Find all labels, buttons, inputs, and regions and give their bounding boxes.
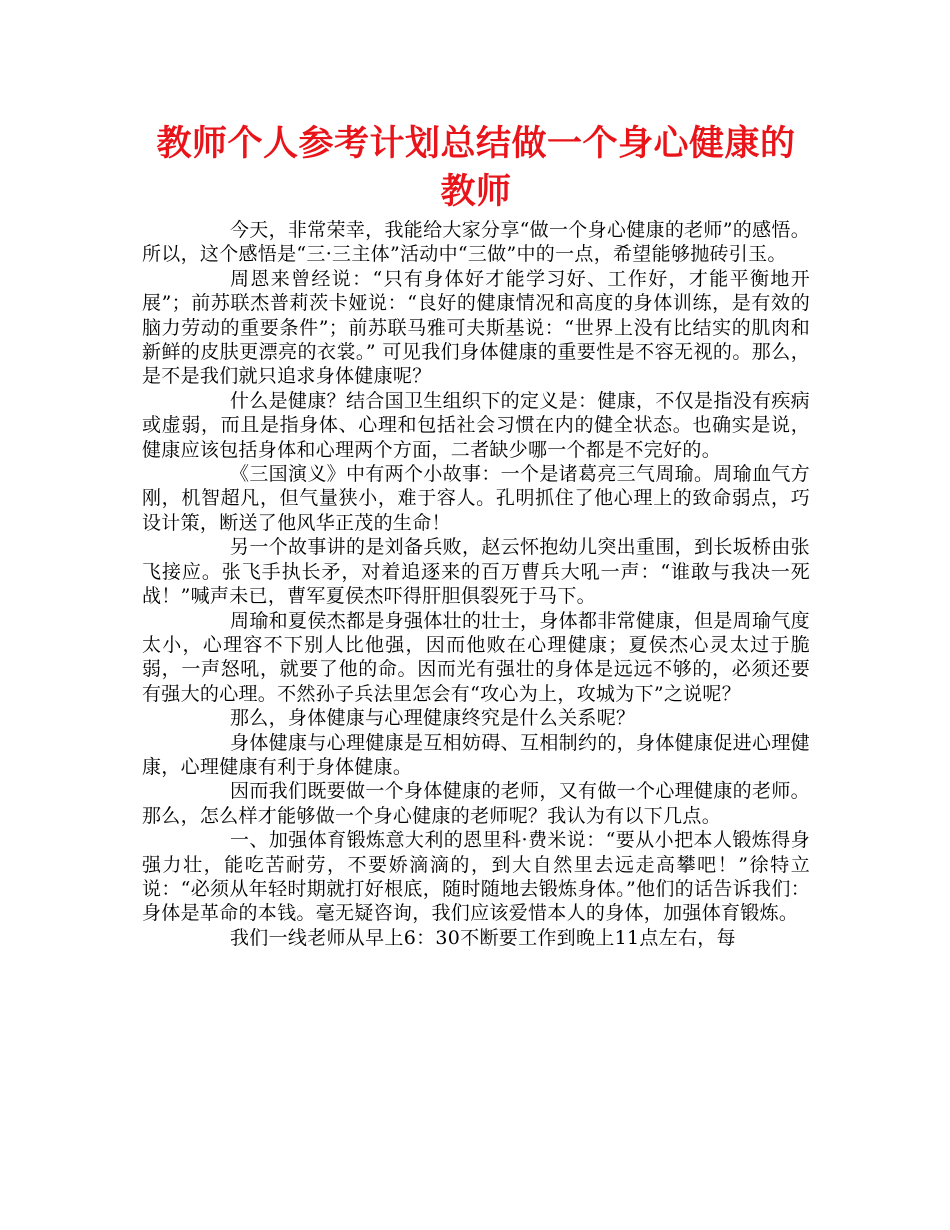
paragraph-10: 一、加强体育锻炼意大利的恩里科·费米说：“要从小把本人锻炼得身强力壮，能吃苦耐劳，不要娇滴滴的，到大自然里去远走高攀吧！”徐特立说：“必须从年轻时期就打好根底，随时随地去锻炼身体。”他们的话告诉我们：身体是革命的本钱。毫无疑咨询，我们应该爱惜本人的身体，加强体育锻炼。 — [142, 829, 810, 925]
paragraph-11: 我们一线老师从早上6：30不断要工作到晚上11点左右，每 — [230, 926, 736, 949]
paragraph-8: 身体健康与心理健康是互相妨碍、互相制约的，身体健康促进心理健康，心理健康有利于身体健康。 — [142, 731, 810, 778]
paragraph-2: 周恩来曾经说：“只有身体好才能学习好、工作好，才能平衡地开展”；前苏联杰普莉茨卡娅说：“良好的健康情况和高度的身体训练，是有效的脑力劳动的重要条件”；前苏联马雅可夫斯基说：“世界上没有比结实的肌肉和新鲜的皮肤更漂亮的衣裳。” 可见我们身体健康的重要性是不容无视的。那么，是不是我们就只追求身体健康呢？ — [142, 267, 810, 388]
paragraph-5: 另一个故事讲的是刘备兵败，赵云怀抱幼儿突出重围，到长坂桥由张飞接应。张飞手执长矛，对着追逐来的百万曹兵大吼一声：“谁敢与我决一死战！”喊声未已，曹军夏侯杰吓得肝胆俱裂死于马下。 — [142, 536, 810, 608]
document-page — [142, 120, 810, 950]
paragraph-9: 因而我们既要做一个身体健康的老师，又有做一个心理健康的老师。那么，怎么样才能够做一个身心健康的老师呢？我认为有以下几点。 — [142, 780, 810, 827]
paragraph-6: 周瑜和夏侯杰都是身强体壮的壮士，身体都非常健康，但是周瑜气度太小，心理容不下别人比他强，因而他败在心理健康；夏侯杰心灵太过于脆弱，一声怒吼，就要了他的命。因而光有强壮的身体是远远不够的，必须还要有强大的心理。不然孙子兵法里怎会有“攻心为上，攻城为下”之说呢？ — [142, 609, 810, 705]
paragraph-7: 那么，身体健康与心理健康终究是什么关系呢？ — [230, 707, 636, 730]
paragraph-4: 《三国演义》中有两个小故事：一个是诸葛亮三气周瑜。周瑜血气方刚，机智超凡，但气量狭小，难于容人。孔明抓住了他心理上的致命弱点，巧设计策，断送了他风华正茂的生命！ — [142, 463, 810, 534]
paragraph-3: 什么是健康？结合国卫生组织下的定义是：健康，不仅是指没有疾病或虚弱，而且是指身体、心理和包括社会习惯在内的健全状态。也确实是说，健康应该包括身体和心理两个方面，二者缺少哪一个都是不完好的。 — [142, 389, 810, 461]
paragraph-1: 今天，非常荣幸，我能给大家分享“做一个身心健康的老师”的感悟。所以，这个感悟是“三·三主体”活动中“三做”中的一点，希望能够抛砖引玉。 — [142, 219, 810, 266]
document-title: 教师个人参考计划总结做一个身心健康的教师 — [156, 123, 796, 212]
